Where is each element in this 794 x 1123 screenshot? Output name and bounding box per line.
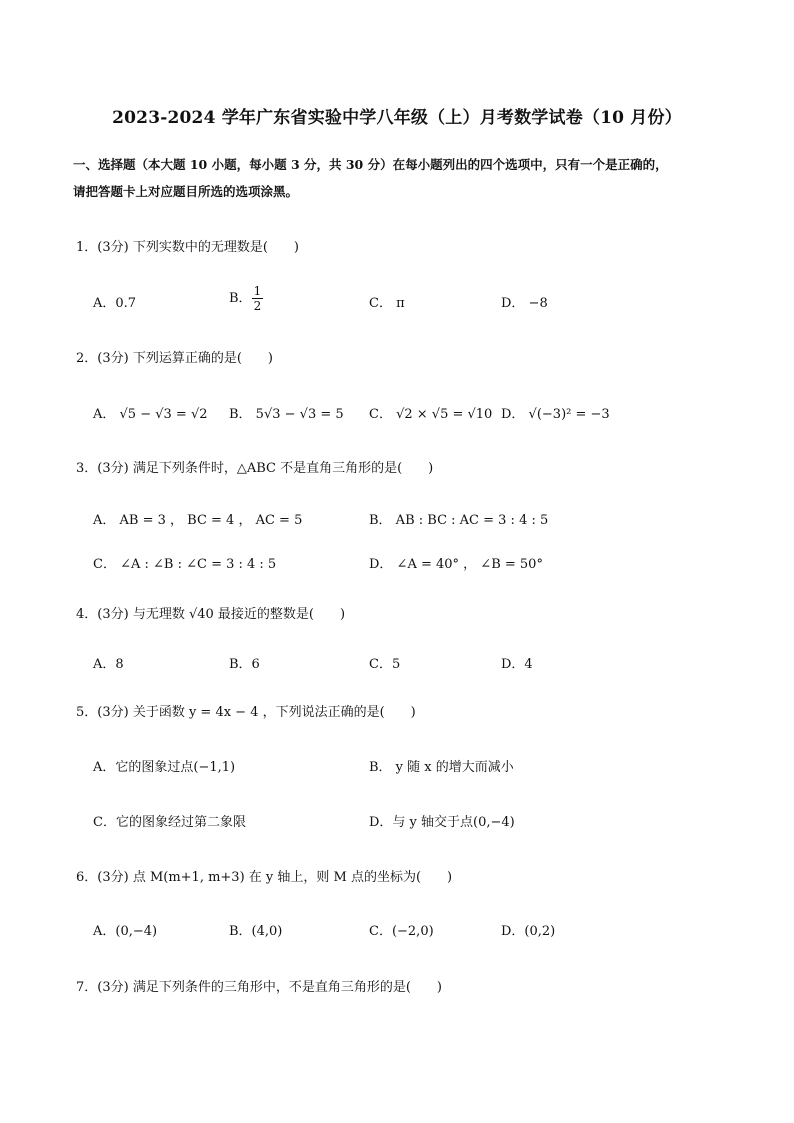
question-3-option-a: A． AB = 3 ， BC = 4 ， AC = 5	[93, 513, 303, 528]
question-5-option-d: D．与 y 轴交于点(0,−4)	[369, 815, 515, 830]
fraction-numerator: 1	[253, 284, 262, 298]
page-title: 2023-2024 学年广东省实验中学八年级（上）月考数学试卷（10 月份）	[112, 108, 682, 128]
fraction	[252, 284, 264, 313]
section-heading	[73, 151, 733, 205]
question-6-stem: 6．(3分) 点 M(m+1, m+3) 在 y 轴上，则 M 点的坐标为( )	[76, 870, 453, 885]
section-heading-line-2: 请把答题卡上对应题目所选的选项涂黑。	[73, 184, 299, 199]
fraction-denominator: 2	[253, 299, 262, 313]
question-2-stem: 2．(3分) 下列运算正确的是( )	[76, 351, 273, 366]
question-2-option-b: B． 5√3 − √3 = 5	[229, 407, 344, 422]
question-1-option-d: D． −8	[501, 296, 548, 311]
question-4-option-c: C．5	[369, 657, 401, 672]
section-heading-line-1: 一、选择题（本大题 10 小题，每小题 3 分，共 30 分）在每小题列出的四个选项中，只有一个是正确的，	[73, 157, 668, 172]
question-3-stem: 3．(3分) 满足下列条件时，△ABC 不是直角三角形的是( )	[76, 461, 434, 476]
question-4-stem: 4．(3分) 与无理数 √40 最接近的整数是( )	[76, 607, 346, 622]
question-3-option-b: B． AB : BC : AC = 3 : 4 : 5	[369, 513, 549, 528]
question-6-option-a: A．(0,−4)	[93, 924, 158, 939]
question-2-option-a: A． √5 − √3 = √2	[93, 407, 208, 422]
question-1-option-c: C． π	[369, 296, 405, 311]
question-5-stem: 5．(3分) 关于函数 y = 4x − 4 ，下列说法正确的是( )	[76, 705, 416, 720]
question-5-option-a: A．它的图象过点(−1,1)	[93, 760, 236, 775]
question-5-option-c: C．它的图象经过第二象限	[93, 815, 246, 830]
question-3-option-d: D． ∠A = 40° ， ∠B = 50°	[369, 557, 543, 572]
question-1-option-a: A．0.7	[93, 296, 137, 311]
question-5-option-b: B． y 随 x 的增大而减小	[369, 760, 514, 775]
question-1-stem: 1．(3分) 下列实数中的无理数是( )	[76, 240, 299, 255]
question-2-option-c: C． √2 × √5 = √10	[369, 407, 493, 422]
question-4-option-a: A．8	[93, 657, 124, 672]
question-4-option-b: B．6	[229, 657, 260, 672]
question-4-option-d: D．4	[501, 657, 533, 672]
question-1-option-b	[229, 284, 263, 313]
question-6-option-c: C．(−2,0)	[369, 924, 434, 939]
question-6-option-b: B．(4,0)	[229, 924, 283, 939]
question-1-option-b-prefix: B．	[229, 291, 252, 306]
question-2-option-d: D． √(−3)² = −3	[501, 407, 610, 422]
question-3-option-c: C． ∠A : ∠B : ∠C = 3 : 4 : 5	[93, 557, 277, 572]
question-7-stem: 7．(3分) 满足下列条件的三角形中，不是直角三角形的是( )	[76, 980, 442, 995]
question-6-option-d: D．(0,2)	[501, 924, 556, 939]
